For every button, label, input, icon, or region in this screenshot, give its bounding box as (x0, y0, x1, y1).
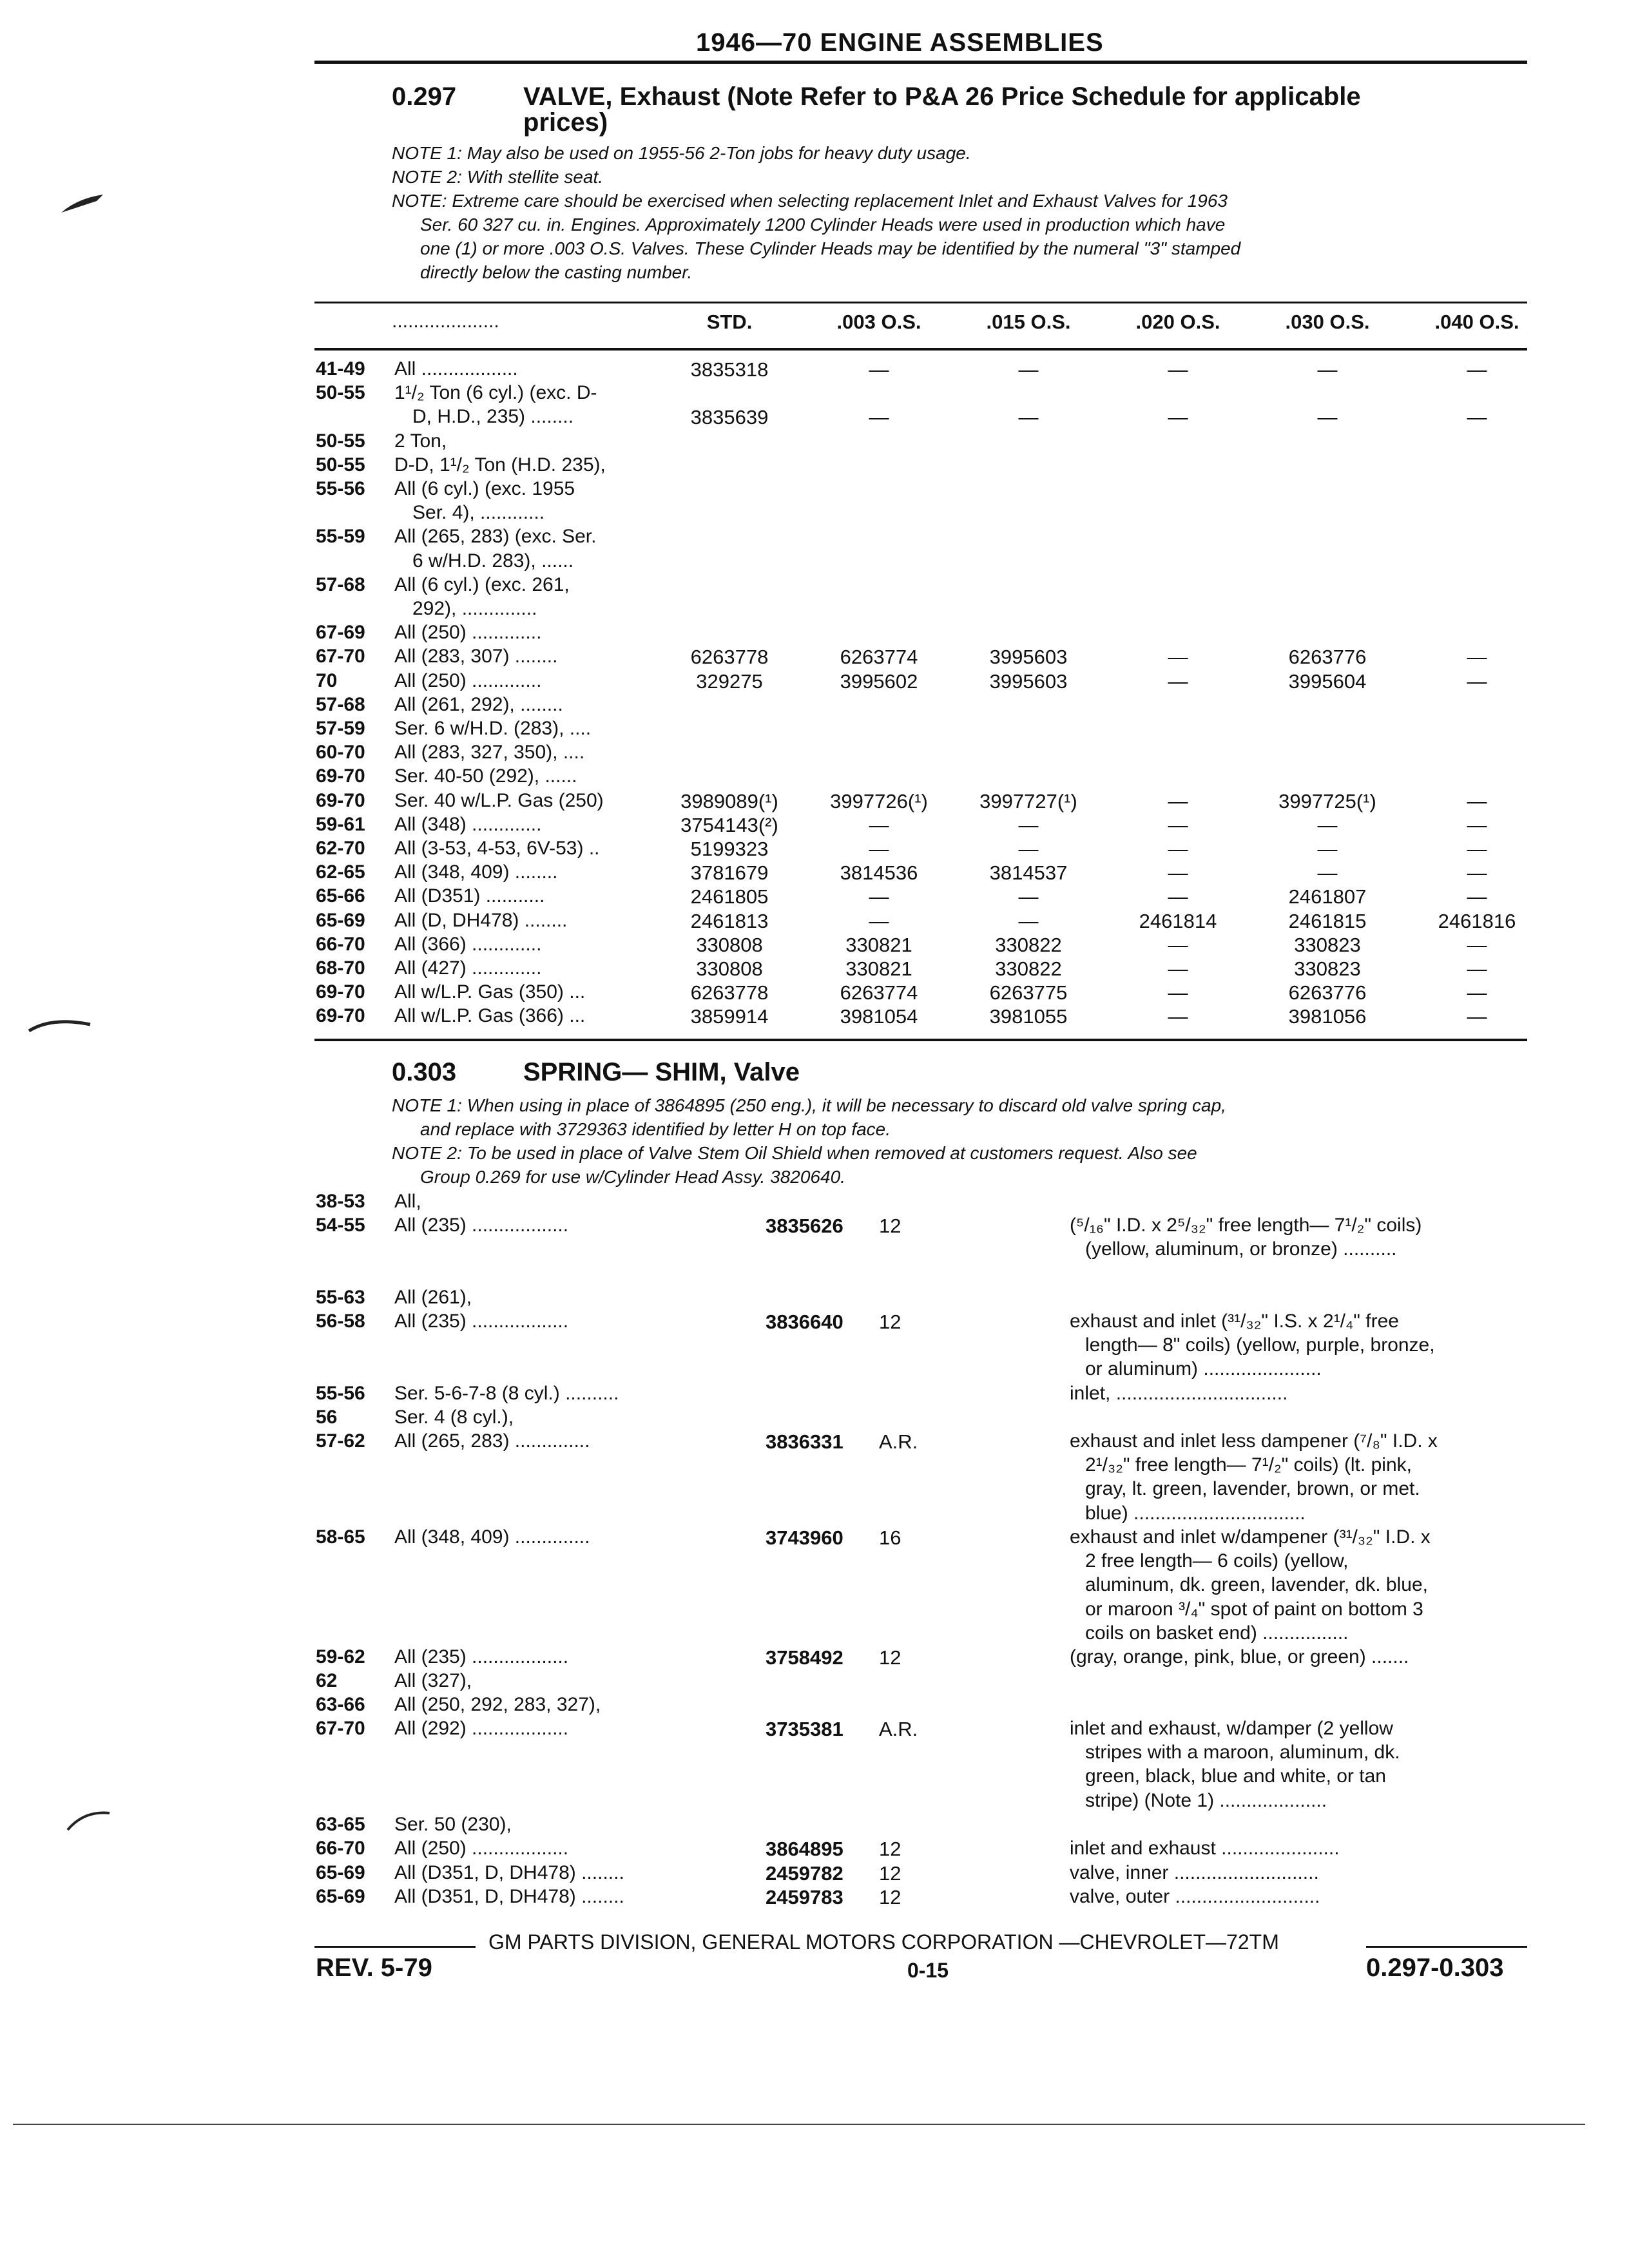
application-desc: All (250) .................. (394, 1838, 569, 1859)
application-desc: All (348) ............. (394, 814, 542, 835)
part-number: 3836331 (766, 1430, 843, 1453)
spring-description: (yellow, aluminum, or bronze) .......... (1085, 1238, 1397, 1260)
year-range: 68-70 (316, 957, 365, 979)
year-range: 50-55 (316, 454, 365, 476)
part-number-cell: 3997726(¹) (830, 790, 928, 812)
part-number-cell: 3995603 (989, 670, 1068, 693)
table-top-rule (314, 302, 1527, 303)
part-number-cell: 6263778 (690, 981, 769, 1004)
part-number-cell: — (1018, 814, 1039, 836)
part-number-cell: — (1018, 910, 1039, 932)
year-range: 59-61 (316, 814, 365, 835)
spring-description: inlet and exhaust ...................... (1070, 1838, 1340, 1859)
note-caution-line2: Ser. 60 327 cu. in. Engines. Approximately 1200 Cylinder Heads were used in production which have (420, 215, 1226, 235)
year-range: 63-66 (316, 1694, 365, 1715)
year-range: 60-70 (316, 742, 365, 763)
header-leader: .................... (392, 311, 499, 332)
part-number-cell: 3995602 (840, 670, 918, 693)
year-range: 66-70 (316, 1838, 365, 1859)
part-number-cell: — (1018, 885, 1039, 908)
application-desc: All (6 cyl.) (exc. 261, (394, 574, 570, 595)
spring-description: or aluminum) ...................... (1085, 1358, 1322, 1379)
s2-note-1-cont: and replace with 3729363 identified by letter H on top face. (420, 1119, 891, 1139)
part-number-cell: 2461814 (1139, 910, 1217, 932)
column-header: STD. (706, 311, 753, 333)
year-range: 57-62 (316, 1430, 365, 1452)
application-desc: All (D351, D, DH478) ........ (394, 1862, 624, 1883)
application-desc: All .................. (394, 358, 518, 380)
application-desc: All (250, 292, 283, 327), (394, 1694, 601, 1715)
part-number-cell: 6263774 (840, 981, 918, 1004)
part-number-cell: — (1467, 406, 1487, 428)
spring-description: exhaust and inlet (³¹/₃₂" I.S. x 2¹/₄" free (1070, 1311, 1399, 1332)
part-number-cell: 330821 (845, 957, 912, 980)
year-range: 41-49 (316, 358, 365, 380)
part-number-cell: — (1168, 670, 1188, 693)
section-number: 0.297 (392, 82, 457, 111)
part-number-cell: 330823 (1294, 957, 1361, 980)
s2-note-1: NOTE 1: When using in place of 3864895 (250 eng.), it will be necessary to discard old valve spring cap, (392, 1095, 1226, 1115)
year-range: 67-69 (316, 622, 365, 643)
part-number: 3758492 (766, 1646, 843, 1669)
part-number-cell: — (1168, 885, 1188, 908)
spring-description: valve, inner ........................... (1070, 1862, 1319, 1883)
year-range: 66-70 (316, 934, 365, 955)
part-number-cell: 3997725(¹) (1278, 790, 1376, 812)
part-number-cell: — (1168, 406, 1188, 428)
section-divider (314, 1039, 1527, 1041)
quantity: 12 (879, 1886, 901, 1908)
application-desc: Ser. 40-50 (292), ...... (394, 765, 577, 787)
spring-description: stripe) (Note 1) .................... (1085, 1790, 1327, 1811)
part-number-cell: 2461805 (690, 885, 769, 908)
header-rule (314, 61, 1527, 64)
spring-description: exhaust and inlet w/dampener (³¹/₃₂" I.D. x (1070, 1526, 1431, 1548)
part-number-cell: — (1467, 1005, 1487, 1028)
part-number-cell: — (1018, 406, 1039, 428)
application-desc: All (D351) ........... (394, 885, 545, 907)
part-number-cell: — (1467, 981, 1487, 1004)
spring-description: 2¹/₃₂" free length— 7¹/₂" coils) (lt. pink, (1085, 1454, 1412, 1475)
spring-description: green, black, blue and white, or tan (1085, 1765, 1386, 1787)
part-number: 3735381 (766, 1718, 843, 1740)
application-desc: All, (394, 1191, 421, 1212)
application-desc: All (235) .................. (394, 1311, 569, 1332)
application-desc: D-D, 1¹/₂ Ton (H.D. 235), (394, 454, 606, 476)
part-number-cell: — (869, 838, 889, 860)
section2-number: 0.303 (392, 1058, 457, 1086)
application-desc: All (265, 283) .............. (394, 1430, 590, 1452)
part-number-cell: 330808 (696, 957, 763, 980)
quantity: 16 (879, 1526, 901, 1549)
part-number-cell: 3835639 (690, 406, 769, 428)
part-number-cell: 3995603 (989, 646, 1068, 668)
quantity: 12 (879, 1838, 901, 1860)
part-number-cell: 3835318 (690, 358, 769, 381)
year-range: 63-65 (316, 1814, 365, 1835)
application-desc: 1¹/₂ Ton (6 cyl.) (exc. D- (394, 382, 597, 403)
year-range: 55-56 (316, 478, 365, 499)
part-number-cell: — (1467, 838, 1487, 860)
part-number-cell: — (1168, 861, 1188, 884)
part-number-cell: — (869, 910, 889, 932)
application-desc: All (235) .................. (394, 1646, 569, 1667)
column-header: .015 O.S. (986, 311, 1071, 333)
year-range: 57-68 (316, 694, 365, 715)
note-caution: NOTE: Extreme care should be exercised when selecting replacement Inlet and Exhaust Valves for 1963 (392, 191, 1228, 211)
application-desc: All (261, 292), ........ (394, 694, 563, 715)
application-desc: All (366) ............. (394, 934, 542, 955)
year-range: 54-55 (316, 1215, 365, 1236)
part-number: 3835626 (766, 1215, 843, 1237)
part-number-cell: — (1168, 1005, 1188, 1028)
section-title-continued: prices) (523, 108, 608, 137)
part-number-cell: — (1317, 861, 1338, 884)
part-number-cell: 3859914 (690, 1005, 769, 1028)
part-number-cell: — (869, 406, 889, 428)
year-range: 70 (316, 670, 338, 691)
part-number-cell: 329275 (696, 670, 763, 693)
part-number: 2459782 (766, 1862, 843, 1885)
column-header: .003 O.S. (836, 311, 921, 333)
part-number-cell: — (1317, 406, 1338, 428)
year-range: 56-58 (316, 1311, 365, 1332)
application-desc: All (3-53, 4-53, 6V-53) .. (394, 838, 600, 859)
year-range: 67-70 (316, 646, 365, 667)
part-number-cell: 3981055 (989, 1005, 1068, 1028)
part-number-cell: — (1168, 814, 1188, 836)
application-desc: Ser. 4), ............ (412, 502, 545, 523)
application-desc: All (265, 283) (exc. Ser. (394, 526, 597, 547)
year-range: 57-68 (316, 574, 365, 595)
part-number-cell: — (1467, 934, 1487, 956)
page-title: 1946—70 ENGINE ASSEMBLIES (696, 28, 1104, 57)
year-range: 38-53 (316, 1191, 365, 1212)
part-number-cell: — (1467, 646, 1487, 668)
application-desc: All (6 cyl.) (exc. 1955 (394, 478, 575, 499)
year-range: 56 (316, 1407, 338, 1428)
part-number-cell: — (1317, 814, 1338, 836)
part-number: 2459783 (766, 1886, 843, 1908)
year-range: 65-69 (316, 910, 365, 931)
application-desc: 292), .............. (412, 598, 537, 619)
punch-mark (58, 187, 110, 219)
part-number-cell: — (869, 885, 889, 908)
application-desc: All (348, 409) .............. (394, 1526, 590, 1548)
spring-description: coils on basket end) ................ (1085, 1622, 1349, 1644)
spring-description: inlet, ................................ (1070, 1383, 1288, 1404)
part-number-cell: — (1168, 790, 1188, 812)
note-caution-line3: one (1) or more .003 O.S. Valves. These Cylinder Heads may be identified by the numeral "3" stamped (420, 238, 1241, 258)
footer-corporation: GM PARTS DIVISION, GENERAL MOTORS CORPORATION —CHEVROLET—72TM (488, 1930, 1279, 1954)
application-desc: All w/L.P. Gas (366) ... (394, 1005, 586, 1026)
year-range: 62-65 (316, 861, 365, 883)
part-number-cell: — (1018, 358, 1039, 381)
year-range: 57-59 (316, 718, 365, 739)
part-number-cell: — (1168, 646, 1188, 668)
spring-description: 2 free length— 6 coils) (yellow, (1085, 1550, 1349, 1571)
spring-description: aluminum, dk. green, lavender, dk. blue, (1085, 1574, 1428, 1595)
scan-edge-line (13, 2124, 1585, 2125)
footer-page-number: 0-15 (907, 1959, 949, 1982)
year-range: 69-70 (316, 1005, 365, 1026)
part-number-cell: — (1168, 358, 1188, 381)
year-range: 65-69 (316, 1886, 365, 1907)
table-header-rule (314, 348, 1527, 351)
application-desc: All (235) .................. (394, 1215, 569, 1236)
part-number-cell: 3781679 (690, 861, 769, 884)
part-number-cell: 6263778 (690, 646, 769, 668)
part-number-cell: 6263776 (1288, 981, 1367, 1004)
part-number-cell: 330822 (995, 957, 1062, 980)
year-range: 50-55 (316, 430, 365, 452)
part-number-cell: 330821 (845, 934, 912, 956)
part-number-cell: 3981056 (1288, 1005, 1367, 1028)
note-2: NOTE 2: With stellite seat. (392, 167, 604, 187)
s2-note-2-cont: Group 0.269 for use w/Cylinder Head Assy. 3820640. (420, 1167, 845, 1187)
spring-description: gray, lt. green, lavender, brown, or met. (1085, 1478, 1420, 1499)
part-number-cell: 330808 (696, 934, 763, 956)
part-number-cell: 6263775 (989, 981, 1068, 1004)
application-desc: All (250) ............. (394, 670, 542, 691)
column-header: .030 O.S. (1285, 311, 1370, 333)
year-range: 55-59 (316, 526, 365, 547)
part-number-cell: 5199323 (690, 838, 769, 860)
punch-mark (64, 1804, 116, 1836)
quantity: 12 (879, 1862, 901, 1885)
year-range: 50-55 (316, 382, 365, 403)
part-number-cell: — (1168, 934, 1188, 956)
part-number-cell: 2461813 (690, 910, 769, 932)
part-number-cell: 3997727(¹) (979, 790, 1077, 812)
spring-description: valve, outer ........................... (1070, 1886, 1320, 1907)
note-caution-line4: directly below the casting number. (420, 262, 693, 282)
quantity: A.R. (879, 1718, 918, 1740)
application-desc: Ser. 4 (8 cyl.), (394, 1407, 514, 1428)
application-desc: All (292) .................. (394, 1718, 569, 1739)
footer-revision: REV. 5-79 (316, 1954, 432, 1982)
part-number-cell: — (1317, 838, 1338, 860)
year-range: 65-66 (316, 885, 365, 907)
part-number-cell: — (1018, 838, 1039, 860)
part-number-cell: — (1467, 885, 1487, 908)
application-desc: Ser. 50 (230), (394, 1814, 512, 1835)
section2-title: SPRING— SHIM, Valve (523, 1058, 800, 1086)
year-range: 58-65 (316, 1526, 365, 1548)
application-desc: 6 w/H.D. 283), ...... (412, 550, 574, 572)
footer-rule-right (1366, 1946, 1527, 1948)
part-number-cell: — (1467, 670, 1487, 693)
spring-description: exhaust and inlet less dampener (⁷/₈" I.D. x (1070, 1430, 1438, 1452)
application-desc: All (327), (394, 1670, 472, 1691)
application-desc: All (250) ............. (394, 622, 542, 643)
spring-description: (⁵/₁₆" I.D. x 2⁵/₃₂" free length— 7¹/₂" coils) (1070, 1215, 1422, 1236)
year-range: 65-69 (316, 1862, 365, 1883)
part-number-cell: 3754143(²) (680, 814, 778, 836)
year-range: 69-70 (316, 790, 365, 811)
application-desc: All (283, 307) ........ (394, 646, 558, 667)
spring-description: or maroon ³/₄" spot of paint on bottom 3 (1085, 1599, 1423, 1620)
application-desc: All (261), (394, 1287, 472, 1308)
application-desc: All (D351, D, DH478) ........ (394, 1886, 624, 1907)
part-number-cell: — (869, 814, 889, 836)
application-desc: 2 Ton, (394, 430, 447, 452)
part-number: 3836640 (766, 1311, 843, 1333)
note-1: NOTE 1: May also be used on 1955-56 2-Ton jobs for heavy duty usage. (392, 143, 971, 163)
footer-rule-left (314, 1946, 476, 1948)
application-desc: All (348, 409) ........ (394, 861, 558, 883)
part-number-cell: — (869, 358, 889, 381)
part-number: 3864895 (766, 1838, 843, 1860)
year-range: 62 (316, 1670, 338, 1691)
part-number-cell: — (1317, 358, 1338, 381)
part-number-cell: 2461816 (1438, 910, 1516, 932)
spring-description: inlet and exhaust, w/damper (2 yellow (1070, 1718, 1393, 1739)
part-number-cell: 3995604 (1288, 670, 1367, 693)
part-number-cell: 3814537 (989, 861, 1068, 884)
quantity: 12 (879, 1215, 901, 1237)
application-desc: Ser. 40 w/L.P. Gas (250) (394, 790, 604, 811)
quantity: 12 (879, 1646, 901, 1669)
application-desc: Ser. 6 w/H.D. (283), .... (394, 718, 592, 739)
part-number-cell: 2461815 (1288, 910, 1367, 932)
application-desc: All w/L.P. Gas (350) ... (394, 981, 586, 1003)
year-range: 59-62 (316, 1646, 365, 1667)
part-number-cell: 3989089(¹) (680, 790, 778, 812)
spring-description: (gray, orange, pink, blue, or green) ....... (1070, 1646, 1409, 1667)
spring-description: length— 8" coils) (yellow, purple, bronze, (1085, 1334, 1435, 1356)
part-number-cell: 2461807 (1288, 885, 1367, 908)
part-number-cell: — (1467, 957, 1487, 980)
year-range: 67-70 (316, 1718, 365, 1739)
part-number-cell: 330822 (995, 934, 1062, 956)
year-range: 62-70 (316, 838, 365, 859)
spring-description: blue) ................................ (1085, 1503, 1306, 1524)
footer-range: 0.297-0.303 (1366, 1954, 1504, 1982)
spring-description: stripes with a maroon, aluminum, dk. (1085, 1742, 1400, 1763)
year-range: 69-70 (316, 981, 365, 1003)
year-range: 55-63 (316, 1287, 365, 1308)
part-number-cell: — (1467, 814, 1487, 836)
quantity: 12 (879, 1311, 901, 1333)
application-desc: All (D, DH478) ........ (394, 910, 568, 931)
punch-mark (26, 1012, 97, 1037)
part-number-cell: 3981054 (840, 1005, 918, 1028)
s2-note-2: NOTE 2: To be used in place of Valve Stem Oil Shield when removed at customers request. Also see (392, 1143, 1197, 1163)
part-number-cell: 3814536 (840, 861, 918, 884)
part-number-cell: — (1168, 838, 1188, 860)
part-number-cell: 6263774 (840, 646, 918, 668)
column-header: .040 O.S. (1434, 311, 1519, 333)
application-desc: Ser. 5-6-7-8 (8 cyl.) .......... (394, 1383, 619, 1404)
quantity: A.R. (879, 1430, 918, 1453)
year-range: 69-70 (316, 765, 365, 787)
application-desc: D, H.D., 235) ........ (412, 406, 574, 427)
year-range: 55-56 (316, 1383, 365, 1404)
part-number-cell: — (1467, 358, 1487, 381)
part-number-cell: 6263776 (1288, 646, 1367, 668)
part-number-cell: 330823 (1294, 934, 1361, 956)
section-title: VALVE, Exhaust (Note Refer to P&A 26 Price Schedule for applicable (523, 82, 1361, 111)
part-number: 3743960 (766, 1526, 843, 1549)
column-header: .020 O.S. (1135, 311, 1220, 333)
application-desc: All (283, 327, 350), .... (394, 742, 585, 763)
part-number-cell: — (1467, 861, 1487, 884)
application-desc: All (427) ............. (394, 957, 542, 979)
part-number-cell: — (1168, 981, 1188, 1004)
part-number-cell: — (1168, 957, 1188, 980)
part-number-cell: — (1467, 790, 1487, 812)
